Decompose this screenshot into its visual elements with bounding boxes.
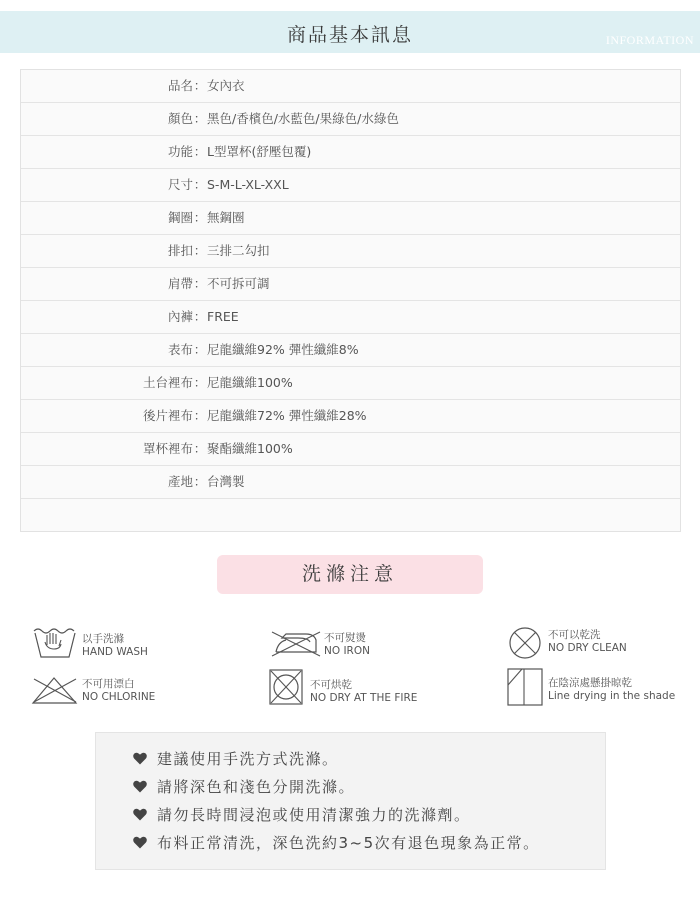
heart-icon <box>133 752 147 765</box>
care-label-en: Line drying in the shade <box>548 690 676 702</box>
no-dry-clean-icon <box>506 626 546 660</box>
spec-label: 後片裡布 <box>142 408 193 423</box>
spec-colon: ： <box>193 243 207 258</box>
spec-row <box>21 70 680 103</box>
tip-text: 布料正常清洗，深色洗約3~5次有退色現象為正常。 <box>157 834 540 852</box>
care-label-zh: 以手洗滌 <box>82 633 124 645</box>
spec-value: 無鋼圈 <box>207 210 245 225</box>
spec-label: 尺寸 <box>167 177 193 192</box>
care-item-no-chlorine <box>30 675 155 705</box>
care-label-zh: 不可用漂白 <box>82 678 135 690</box>
spec-colon: ： <box>193 441 207 456</box>
spec-value: 尼龍纖維92% 彈性纖維8% <box>207 342 359 357</box>
care-item-no-tumble-dry <box>268 668 417 706</box>
spec-colon: ： <box>193 309 207 324</box>
spec-label: 產地 <box>167 474 193 489</box>
no-iron-icon <box>268 628 322 658</box>
tip-text: 建議使用手洗方式洗滌。 <box>157 750 339 768</box>
spec-value: 女內衣 <box>207 78 245 93</box>
spec-colon: ： <box>193 342 207 357</box>
spec-colon: ： <box>193 474 207 489</box>
spec-colon: ： <box>193 408 207 423</box>
spec-label: 表布 <box>167 342 193 357</box>
spec-label: 品名 <box>167 78 193 93</box>
spec-value: FREE <box>207 309 239 324</box>
tip-item <box>133 776 355 797</box>
tip-text: 請將深色和淺色分開洗滌。 <box>157 778 356 796</box>
spec-row <box>21 334 680 367</box>
spec-colon: ： <box>193 177 207 192</box>
care-label-zh: 不可以乾洗 <box>548 629 601 641</box>
spec-row <box>21 400 680 433</box>
info-subtitle: INFORMATION <box>605 33 694 47</box>
spec-colon: ： <box>193 276 207 291</box>
spec-label: 鋼圈 <box>167 210 193 225</box>
spec-value: 聚酯纖維100% <box>207 441 293 456</box>
spec-label: 顏色 <box>167 111 193 126</box>
hand-wash-icon <box>30 625 80 659</box>
care-label-en: HAND WASH <box>82 646 148 658</box>
info-title: 商品基本訊息 <box>286 24 413 46</box>
care-title: 洗滌注意 <box>217 555 483 594</box>
spec-value: 不可拆可調 <box>207 276 270 291</box>
heart-icon <box>133 808 147 821</box>
spec-table <box>20 69 681 532</box>
spec-colon: ： <box>193 111 207 126</box>
spec-value: L型罩杯(舒壓包覆) <box>207 144 312 159</box>
spec-row <box>21 202 680 235</box>
heart-icon <box>133 836 147 849</box>
care-label-en: NO CHLORINE <box>82 691 156 703</box>
no-chlorine-icon <box>30 675 80 705</box>
no-tumble-dry-icon <box>268 668 308 706</box>
spec-row <box>21 103 680 136</box>
care-item-no-iron <box>268 628 370 658</box>
spec-colon: ： <box>193 78 207 93</box>
spec-colon: ： <box>193 210 207 225</box>
spec-label: 功能 <box>167 144 193 159</box>
care-item-hand-wash <box>30 625 148 659</box>
care-label-en: NO DRY AT THE FIRE <box>310 692 418 704</box>
care-item-line-dry-shade <box>506 667 675 707</box>
spec-label: 排扣 <box>167 243 193 258</box>
care-item-no-dry-clean <box>506 626 627 660</box>
spec-value: S-M-L-XL-XXL <box>207 177 289 192</box>
spec-colon: ： <box>193 144 207 159</box>
info-header-bar <box>0 11 700 53</box>
spec-label: 罩杯裡布 <box>142 441 193 456</box>
spec-row <box>21 169 680 202</box>
line-dry-shade-icon <box>506 667 546 707</box>
tip-item <box>133 832 540 853</box>
spec-label: 肩帶 <box>167 276 193 291</box>
heart-icon <box>133 780 147 793</box>
care-label-zh: 不可熨燙 <box>324 632 366 644</box>
spec-row <box>21 268 680 301</box>
spec-value: 尼龍纖維100% <box>207 375 293 390</box>
spec-row <box>21 367 680 400</box>
spec-value: 尼龍纖維72% 彈性纖維28% <box>207 408 367 423</box>
washing-tips-box <box>95 732 606 870</box>
spec-row <box>21 136 680 169</box>
spec-label: 土台裡布 <box>142 375 193 390</box>
tip-item <box>133 748 339 769</box>
spec-value: 黑色/香檳色/水藍色/果綠色/水綠色 <box>207 111 399 126</box>
care-label-zh: 在陰涼處懸掛晾乾 <box>548 677 632 689</box>
care-label-zh: 不可烘乾 <box>310 679 352 691</box>
spec-row <box>21 466 680 499</box>
care-label-en: NO IRON <box>324 645 370 657</box>
spec-row <box>21 301 680 334</box>
spec-value: 台灣製 <box>207 474 245 489</box>
spec-label: 內褲 <box>167 309 193 324</box>
spec-value: 三排二勾扣 <box>207 243 270 258</box>
spec-row-empty <box>21 499 680 531</box>
care-label-en: NO DRY CLEAN <box>548 642 627 654</box>
tip-text: 請勿長時間浸泡或使用清潔強力的洗滌劑。 <box>157 806 471 824</box>
spec-colon: ： <box>193 375 207 390</box>
spec-row <box>21 235 680 268</box>
tip-item <box>133 804 471 825</box>
spec-row <box>21 433 680 466</box>
